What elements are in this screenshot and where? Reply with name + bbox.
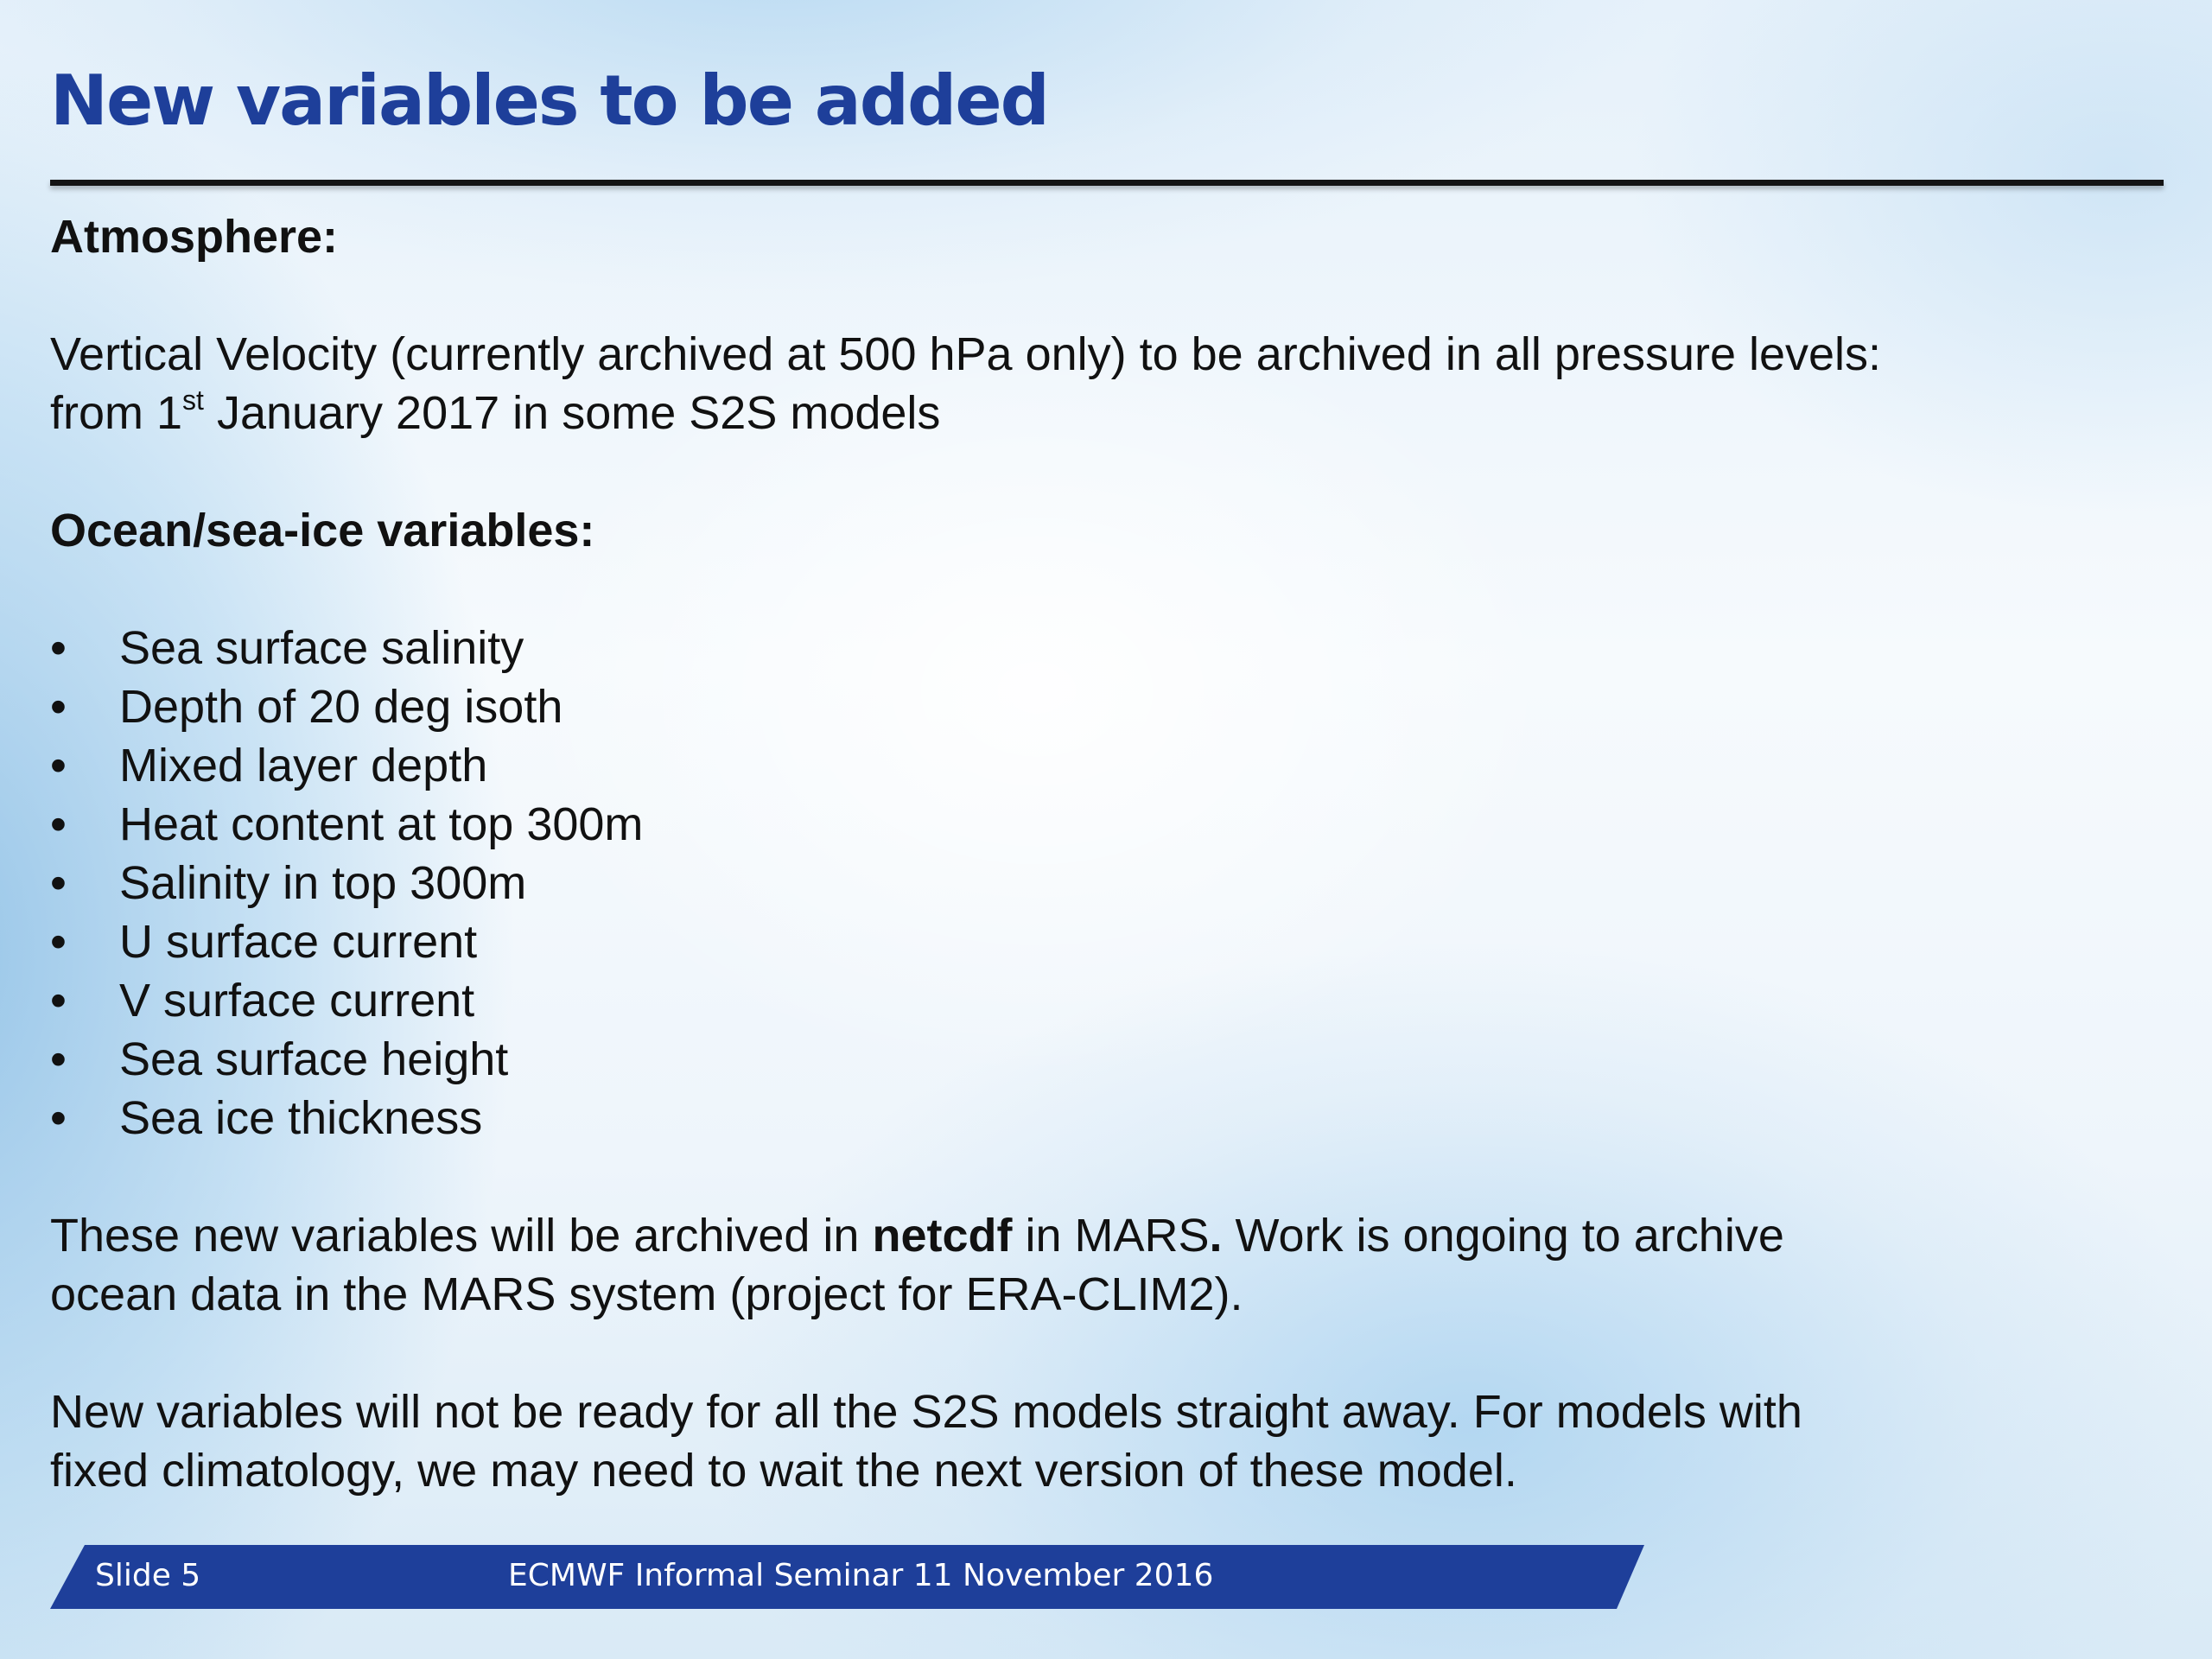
spacer — [50, 266, 2037, 325]
archive-note-line-2: ocean data in the MARS system (project for ERA-CLIM2). — [50, 1268, 1243, 1320]
list-item-text: Sea surface height — [119, 1033, 509, 1085]
bullet-icon: • — [50, 916, 67, 968]
spacer — [50, 442, 2037, 501]
spacer — [50, 1324, 2037, 1382]
list-item — [50, 912, 2037, 971]
title-divider — [50, 180, 2164, 186]
slide-body — [50, 207, 2037, 1500]
archive-note-text: in MARS — [1012, 1210, 1210, 1262]
list-item — [50, 854, 2037, 912]
list-item — [50, 971, 2037, 1030]
list-item — [50, 619, 2037, 677]
archive-note-text: Work is ongoing to archive — [1222, 1210, 1784, 1262]
list-item — [50, 677, 2037, 736]
list-item-text: Salinity in top 300m — [119, 857, 527, 909]
netcdf-term: netcdf — [872, 1210, 1013, 1262]
bullet-icon: • — [50, 740, 67, 791]
slide-number: Slide 5 — [95, 1558, 201, 1593]
bullet-icon: • — [50, 681, 67, 733]
bullet-icon: • — [50, 622, 67, 674]
bullet-icon: • — [50, 1092, 67, 1144]
ocean-heading: Ocean/sea-ice variables: — [50, 505, 595, 556]
atmosphere-text-before: from 1 — [50, 387, 183, 439]
list-item-text: Sea surface salinity — [119, 622, 524, 674]
list-item-text: U surface current — [119, 916, 478, 968]
atmosphere-text-line-2 — [50, 384, 2037, 442]
list-item — [50, 736, 2037, 795]
bullet-icon: • — [50, 1033, 67, 1085]
list-item-text: Sea ice thickness — [119, 1092, 483, 1144]
readiness-note-line-2: fixed climatology, we may need to wait the next version of these model. — [50, 1445, 1517, 1497]
list-item — [50, 795, 2037, 854]
bullet-icon: • — [50, 798, 67, 850]
atmosphere-heading: Atmosphere: — [50, 211, 339, 263]
list-item-text: Heat content at top 300m — [119, 798, 644, 850]
spacer — [50, 1147, 2037, 1206]
ordinal-suffix: st — [182, 385, 204, 416]
ocean-variable-list — [50, 619, 2037, 1147]
atmosphere-text-line-1: Vertical Velocity (currently archived at 500 hPa only) to be archived in all pressure levels: — [50, 328, 1882, 380]
archive-note-line-1 — [50, 1206, 2037, 1265]
list-item-text: Depth of 20 deg isoth — [119, 681, 563, 733]
list-item-text: V surface current — [119, 975, 475, 1027]
atmosphere-text-after: January 2017 in some S2S models — [203, 387, 941, 439]
archive-note-period: . — [1209, 1210, 1223, 1262]
spacer — [50, 560, 2037, 619]
bullet-icon: • — [50, 975, 67, 1027]
footer-event-label: ECMWF Informal Seminar 11 November 2016 — [508, 1558, 1214, 1593]
slide-title: New variables to be added — [50, 60, 1048, 141]
readiness-note-line-1: New variables will not be ready for all the S2S models straight away. For models with — [50, 1386, 1802, 1438]
archive-note-text: These new variables will be archived in — [50, 1210, 873, 1262]
bullet-icon: • — [50, 857, 67, 909]
list-item-text: Mixed layer depth — [119, 740, 488, 791]
list-item — [50, 1030, 2037, 1089]
list-item — [50, 1089, 2037, 1147]
